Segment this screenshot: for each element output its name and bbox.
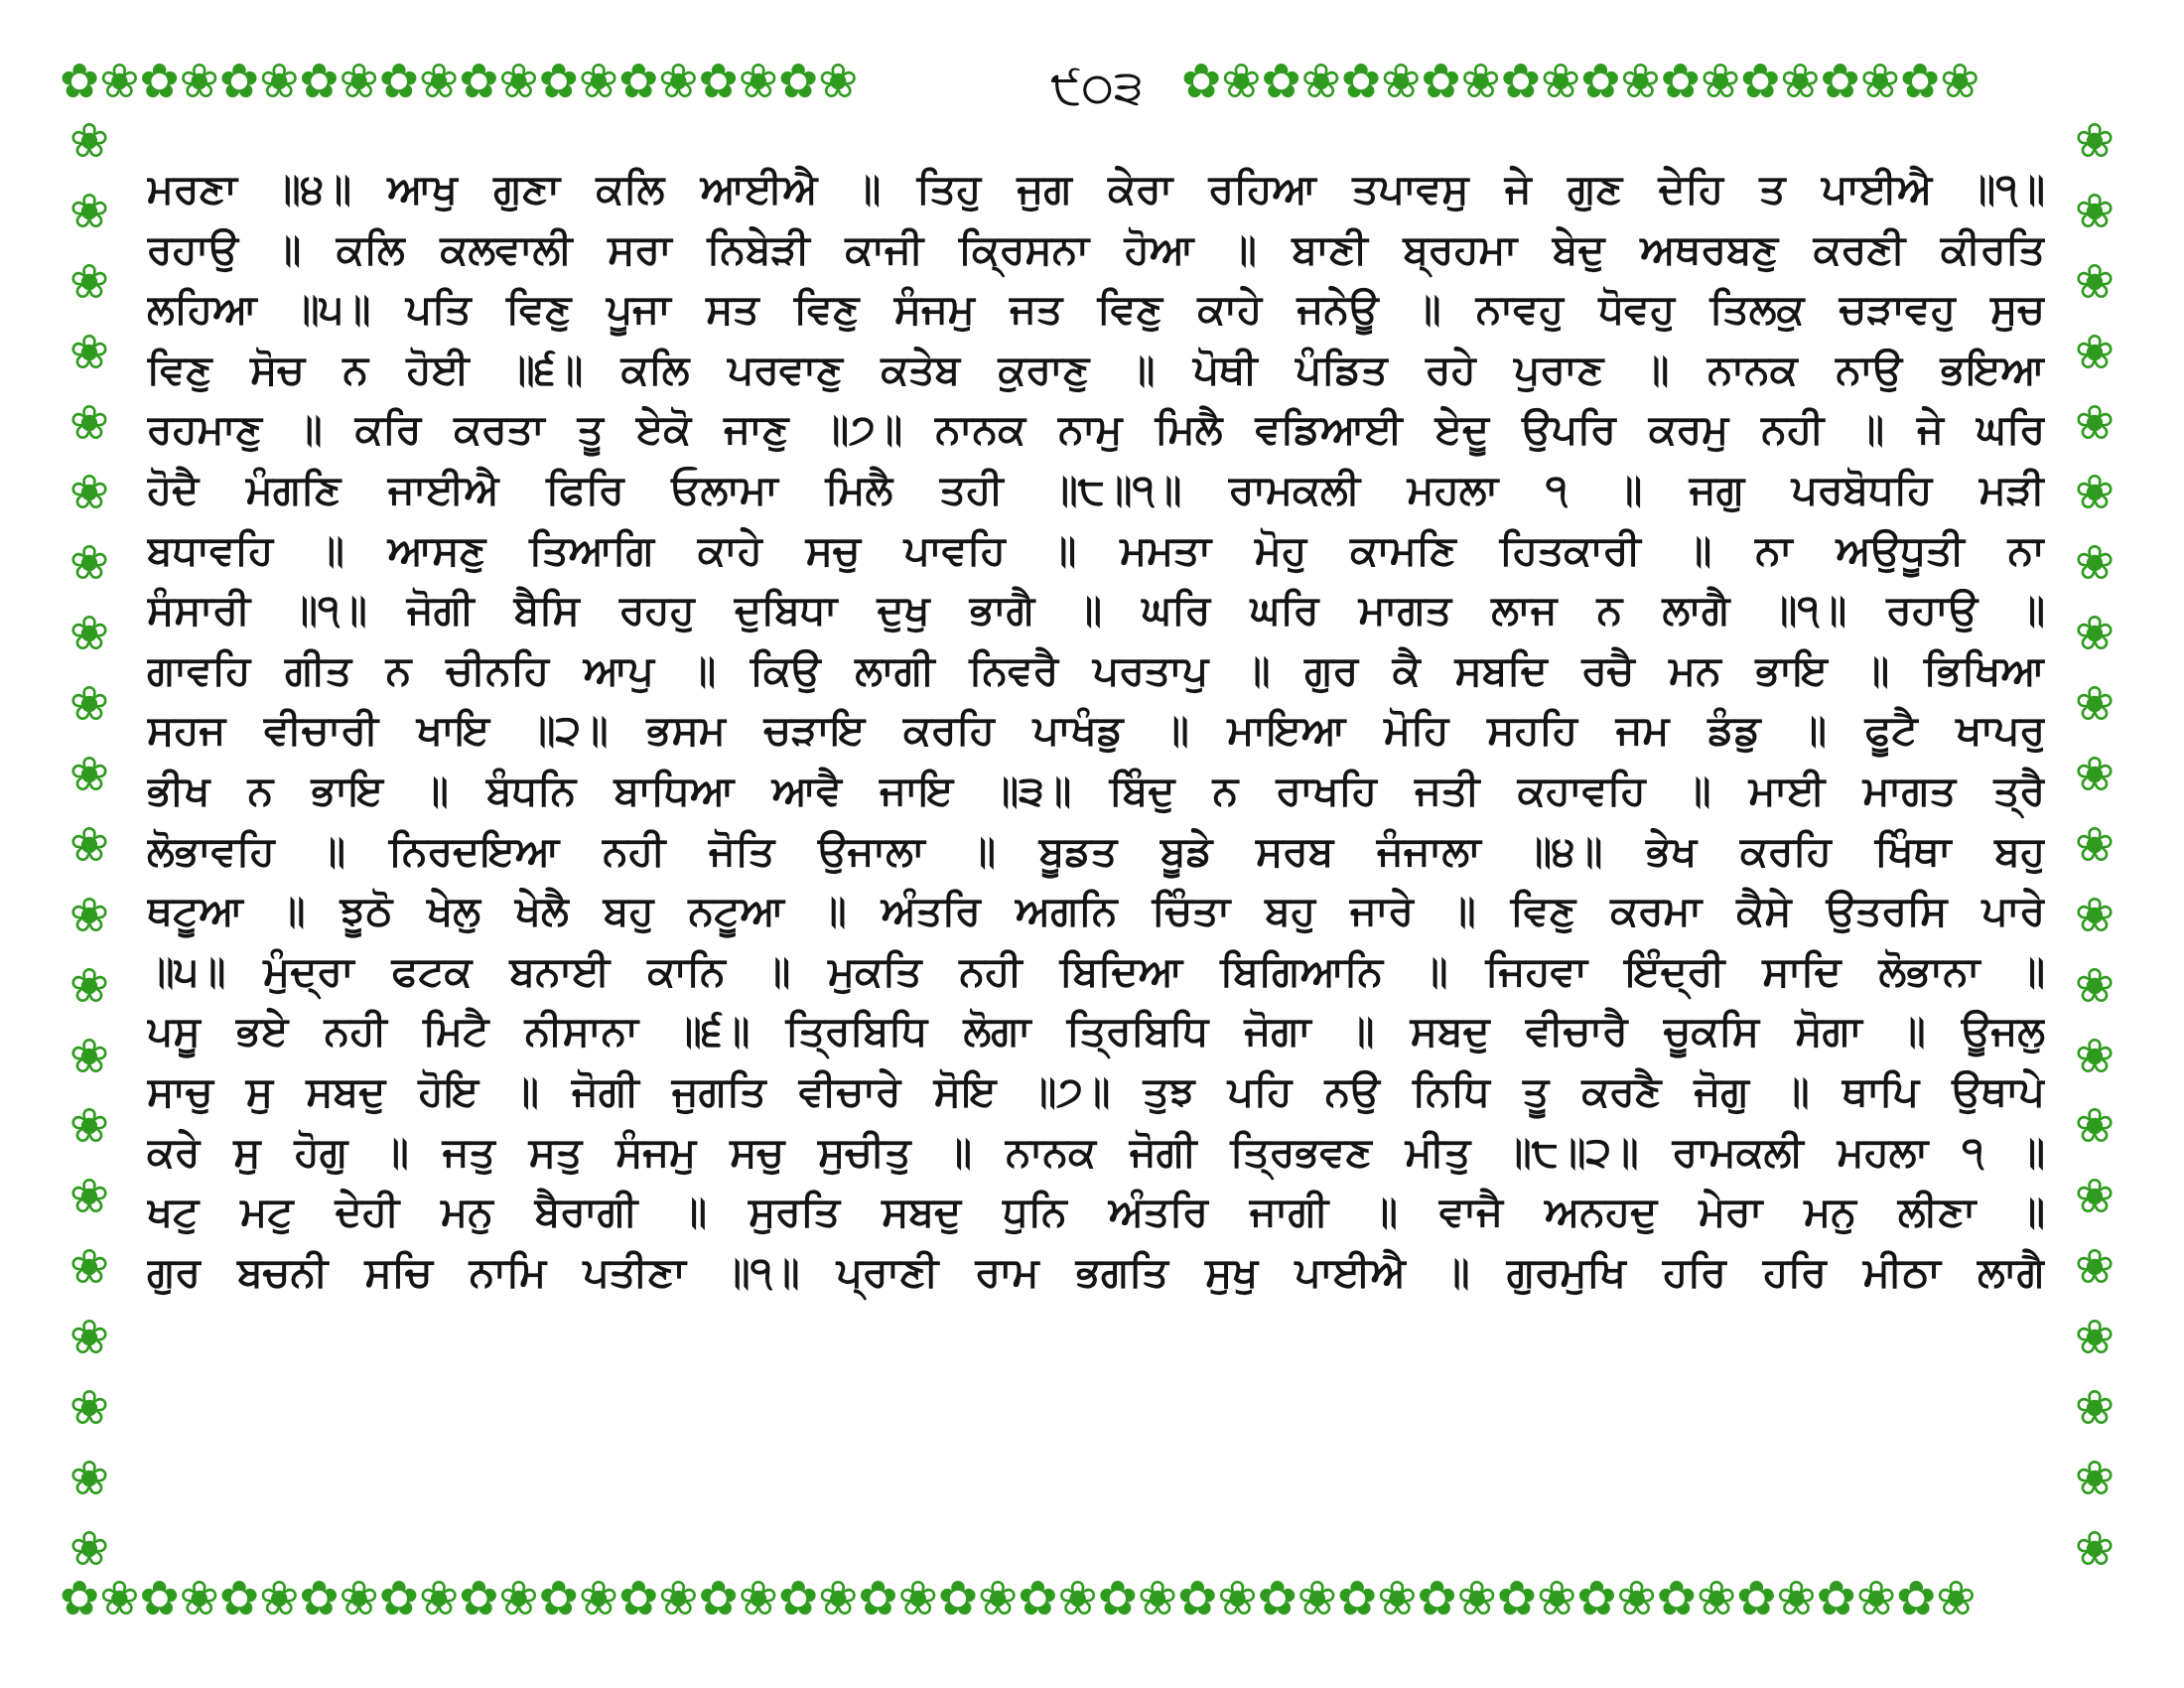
text-line: ਗਾਵਹਿ ਗੀਤ ਨ ਚੀਨਹਿ ਆਪੁ ॥ ਕਿਉ ਲਾਗੀ ਨਿਵਰੈ ਪਰਤਾਪੁ ॥ ਗੁਰ ਕੈ ਸਬਦਿ ਰਚੈ ਮਨ ਭਾਇ ॥ ਭਿਖਿਆ [147, 645, 2045, 694]
scripture-text [147, 159, 2045, 1559]
text-line: ਸਹਜ ਵੀਚਾਰੀ ਖਾਇ ॥੨॥ ਭਸਮ ਚੜਾਇ ਕਰਹਿ ਪਾਖੰਡੁ ॥ ਮਾਇਆ ਮੋਹਿ ਸਹਹਿ ਜਮ ਡੰਡੁ ॥ ਫੂਟੈ ਖਾਪਰੁ [147, 706, 2045, 755]
text-line: ਲਹਿਆ ॥੫॥ ਪਤਿ ਵਿਣੁ ਪੂਜਾ ਸਤ ਵਿਣੁ ਸੰਜਮੁ ਜਤ ਵਿਣੁ ਕਾਹੇ ਜਨੇਊ ॥ ਨਾਵਹੁ ਧੋਵਹੁ ਤਿਲਕੁ ਚੜਾਵਹੁ ਸੁਚ [147, 285, 2045, 334]
text-line: ਗੁਰ ਬਚਨੀ ਸਚਿ ਨਾਮਿ ਪਤੀਣਾ ॥੧॥ ਪ੍ਰਾਣੀ ਰਾਮ ਭਗਤਿ ਸੁਖੁ ਪਾਈਐ ॥ ਗੁਰਮੁਖਿ ਹਰਿ ਹਰਿ ਮੀਠਾ ਲਾਗੈ [147, 1247, 2045, 1296]
text-line: ਭੀਖ ਨ ਭਾਇ ॥ ਬੰਧਨਿ ਬਾਧਿਆ ਆਵੈ ਜਾਇ ॥੩॥ ਬਿੰਦੁ ਨ ਰਾਖਹਿ ਜਤੀ ਕਹਾਵਹਿ ॥ ਮਾਈ ਮਾਗਤ ਤ੍ਰੈ [147, 766, 2045, 814]
text-line: ਖਟੁ ਮਟੁ ਦੇਹੀ ਮਨੁ ਬੈਰਾਗੀ ॥ ਸੁਰਤਿ ਸਬਦੁ ਧੁਨਿ ਅੰਤਰਿ ਜਾਗੀ ॥ ਵਾਜੈ ਅਨਹਦੁ ਮੇਰਾ ਮਨੁ ਲੀਣਾ ॥ [147, 1188, 2045, 1236]
border-right: ❀ ❀ ❀ ❀ ❀ ❀ ❀ ❀ ❀ ❀ ❀ ❀ ❀ ❀ ❀ ❀ ❀ ❀ ❀ ❀ ❀ [2074, 117, 2116, 1573]
text-line: ਹੋਦੈ ਮੰਗਣਿ ਜਾਈਐ ਫਿਰਿ ਓਲਾਮਾ ਮਿਲੈ ਤਹੀ ॥੮॥੧॥ ਰਾਮਕਲੀ ਮਹਲਾ ੧ ॥ ਜਗੁ ਪਰਬੋਧਹਿ ਮੜੀ [147, 465, 2045, 513]
border-bottom: ✿❀✿❀✿❀✿❀✿❀✿❀✿❀✿❀✿❀✿❀✿❀✿❀✿❀✿❀✿❀✿❀✿❀✿❀✿❀✿❀✿❀✿❀✿❀✿❀ [60, 1575, 1977, 1626]
text-line: ॥੫॥ ਮੁੰਦ੍ਰਾ ਫਟਕ ਬਨਾਈ ਕਾਨਿ ॥ ਮੁਕਤਿ ਨਹੀ ਬਿਦਿਆ ਬਿਗਿਆਨਿ ॥ ਜਿਹਵਾ ਇੰਦ੍ਰੀ ਸਾਦਿ ਲੋਭਾਨਾ ॥ [147, 946, 2045, 995]
text-line: ਥਟੂਆ ॥ ਝੂਠੋ ਖੇਲੁ ਖੇਲੈ ਬਹੁ ਨਟੂਆ ॥ ਅੰਤਰਿ ਅਗਨਿ ਚਿੰਤਾ ਬਹੁ ਜਾਰੇ ॥ ਵਿਣੁ ਕਰਮਾ ਕੈਸੇ ਉਤਰਸਿ ਪਾਰੇ [147, 887, 2045, 935]
text-line: ਸੰਸਾਰੀ ॥੧॥ ਜੋਗੀ ਬੈਸਿ ਰਹਹੁ ਦੁਬਿਧਾ ਦੁਖੁ ਭਾਗੈ ॥ ਘਰਿ ਘਰਿ ਮਾਗਤ ਲਾਜ ਨ ਲਾਗੈ ॥੧॥ ਰਹਾਉ ॥ [147, 586, 2045, 634]
text-line: ਰਹਾਉ ॥ ਕਲਿ ਕਲਵਾਲੀ ਸਰਾ ਨਿਬੇੜੀ ਕਾਜੀ ਕ੍ਰਿਸਨਾ ਹੋਆ ॥ ਬਾਣੀ ਬ੍ਰਹਮਾ ਬੇਦੁ ਅਥਰਬਣੁ ਕਰਣੀ ਕੀਰਤਿ [147, 224, 2045, 273]
border-top-left: ✿❀✿❀✿❀✿❀✿❀✿❀✿❀✿❀✿❀✿❀ [60, 58, 859, 109]
text-line: ਪਸੂ ਭਏ ਨਹੀ ਮਿਟੈ ਨੀਸਾਨਾ ॥੬॥ ਤ੍ਰਿਬਿਧਿ ਲੋਗਾ ਤ੍ਰਿਬਿਧਿ ਜੋਗਾ ॥ ਸਬਦੁ ਵੀਚਾਰੈ ਚੂਕਸਿ ਸੋਗਾ ॥ ਊਜਲੁ [147, 1007, 2045, 1055]
border-left: ❀ ❀ ❀ ❀ ❀ ❀ ❀ ❀ ❀ ❀ ❀ ❀ ❀ ❀ ❀ ❀ ❀ ❀ ❀ ❀ ❀ [68, 117, 110, 1573]
text-line: ਰਹਮਾਣੁ ॥ ਕਰਿ ਕਰਤਾ ਤੂ ਏਕੋ ਜਾਣੁ ॥੭॥ ਨਾਨਕ ਨਾਮੁ ਮਿਲੈ ਵਡਿਆਈ ਏਦੂ ਉਪਰਿ ਕਰਮੁ ਨਹੀ ॥ ਜੇ ਘਰਿ [147, 405, 2045, 454]
text-line: ਸਾਚੁ ਸੁ ਸਬਦੁ ਹੋਇ ॥ ਜੋਗੀ ਜੁਗਤਿ ਵੀਚਾਰੇ ਸੋਇ ॥੭॥ ਤੁਝ ਪਹਿ ਨਉ ਨਿਧਿ ਤੂ ਕਰਣੈ ਜੋਗੁ ॥ ਥਾਪਿ ਉਥਾਪੇ [147, 1066, 2045, 1115]
text-line: ਵਿਣੁ ਸੋਚ ਨ ਹੋਈ ॥੬॥ ਕਲਿ ਪਰਵਾਣੁ ਕਤੇਬ ਕੁਰਾਣੁ ॥ ਪੋਥੀ ਪੰਡਿਤ ਰਹੇ ਪੁਰਾਣ ॥ ਨਾਨਕ ਨਾਉ ਭਇਆ [147, 345, 2045, 393]
text-line: ਕਰੇ ਸੁ ਹੋਗੁ ॥ ਜਤੁ ਸਤੁ ਸੰਜਮੁ ਸਚੁ ਸੁਚੀਤੁ ॥ ਨਾਨਕ ਜੋਗੀ ਤ੍ਰਿਭਵਣ ਮੀਤੁ ॥੮॥੨॥ ਰਾਮਕਲੀ ਮਹਲਾ ੧ ॥ [147, 1127, 2045, 1176]
border-top-right: ✿❀✿❀✿❀✿❀✿❀✿❀✿❀✿❀✿❀✿❀ [1181, 58, 1980, 109]
text-line: ਬਧਾਵਹਿ ॥ ਆਸਣੁ ਤਿਆਗਿ ਕਾਹੇ ਸਚੁ ਪਾਵਹਿ ॥ ਮਮਤਾ ਮੋਹੁ ਕਾਮਣਿ ਹਿਤਕਾਰੀ ॥ ਨਾ ਅਉਧੂਤੀ ਨਾ [147, 525, 2045, 574]
text-line: ਲੋਭਾਵਹਿ ॥ ਨਿਰਦਇਆ ਨਹੀ ਜੋਤਿ ਉਜਾਲਾ ॥ ਬੂਡਤ ਬੂਡੇ ਸਰਬ ਜੰਜਾਲਾ ॥੪॥ ਭੇਖ ਕਰਹਿ ਖਿੰਥਾ ਬਹੁ [147, 826, 2045, 875]
text-line: ਮਰਣਾ ॥੪॥ ਆਖੁ ਗੁਣਾ ਕਲਿ ਆਈਐ ॥ ਤਿਹੁ ਜੁਗ ਕੇਰਾ ਰਹਿਆ ਤਪਾਵਸੁ ਜੇ ਗੁਣ ਦੇਹਿ ਤ ਪਾਈਐ ॥੧॥ [147, 165, 2045, 212]
page-number: ੯੦੩ [1050, 60, 1144, 115]
